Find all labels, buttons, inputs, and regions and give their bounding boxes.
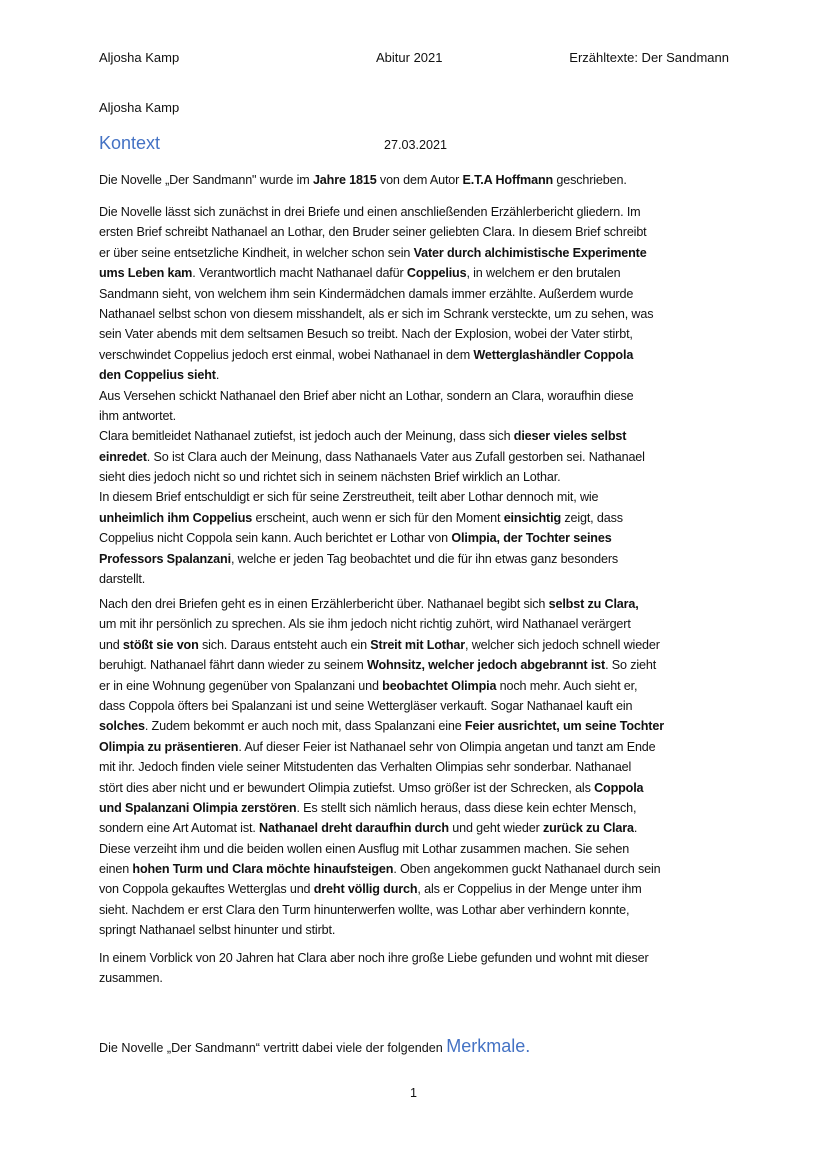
text-segment: zusammen. — [99, 971, 163, 986]
header-topic: Erzähltexte: Der Sandmann — [569, 50, 729, 65]
text-segment: . Es stellt sich nämlich heraus, dass diese kein echter Mensch, — [296, 800, 637, 815]
text-segment: ersten Brief schreibt Nathanael an Lothar, den Bruder seiner geliebten Clara. In diesem Brief schreibt — [99, 225, 647, 240]
bold-text: Coppelius — [406, 266, 467, 281]
section-title: Kontext — [99, 133, 161, 153]
text-segment: sein Vater abends mit dem seltsamen Besuch so treibt. Nach der Explosion, wobei der Vater stirbt, — [99, 327, 633, 342]
text-line — [99, 676, 739, 696]
text-segment: Nach den drei Briefen geht es in einen Erzählerbericht über. Nathanael begibt sich — [99, 597, 549, 611]
text-segment: . — [215, 368, 220, 383]
bold-text: hohen Turm und Clara möchte hinaufsteigen — [132, 862, 394, 877]
text-segment: noch mehr. Auch sieht er, — [496, 678, 638, 693]
text-segment: darstellt. — [99, 572, 146, 587]
text-line — [99, 467, 739, 487]
bold-text: beobachtet Olimpia — [382, 678, 497, 693]
text-segment: dass Coppola öfters bei Spalanzani ist und seine Wettergläser verkauft. Sogar Nathanael kauft ein — [99, 698, 633, 713]
text-segment: sieht dies jedoch nicht so und richtet sich in seinem nächsten Brief wirklich an Lothar. — [99, 470, 561, 485]
text-segment: . So ist Clara auch der Meinung, dass Nathanaels Vater aus Zufall gestorben sei. Nathanael — [146, 449, 645, 464]
text-line — [99, 487, 739, 507]
text-segment: springt Nathanael selbst hinunter und stirbt. — [99, 923, 336, 938]
bold-text: und Spalanzani Olimpia zerstören — [99, 800, 297, 815]
text-line — [99, 549, 739, 569]
bold-text: einsichtig — [503, 510, 561, 525]
text-line — [99, 614, 739, 634]
text-segment: und — [99, 637, 123, 652]
date: 27.03.2021 — [384, 138, 448, 152]
text-line — [99, 386, 739, 406]
text-segment: In einem Vorblick von 20 Jahren hat Clara aber noch ihre große Liebe gefunden und wohnt mit dieser — [99, 951, 649, 965]
text-line — [99, 170, 739, 190]
text-segment: er in eine Wohnung gegenüber von Spalanzani und — [99, 678, 383, 693]
bold-text: Streit mit Lothar — [370, 637, 465, 652]
text-segment: und geht wieder — [448, 821, 543, 836]
author-name: Aljosha Kamp — [99, 100, 180, 115]
text-line — [99, 920, 739, 940]
text-segment: um mit ihr persönlich zu sprechen. Als sie ihm jedoch nicht richtig zuhört, wird Nathanael verärgert — [99, 617, 631, 632]
text-segment: Coppelius nicht Coppola sein kann. Auch berichtet er Lothar von — [99, 531, 452, 546]
text-line — [99, 757, 739, 777]
text-line — [99, 839, 739, 859]
bold-text: Jahre 1815 — [312, 173, 377, 187]
text-line — [99, 528, 739, 548]
bold-text: Vater durch alchimistische Experimente — [413, 245, 647, 260]
page-number: 1 — [410, 1086, 418, 1100]
bold-text: ums Leben kam — [99, 266, 193, 281]
bold-text: unheimlich ihm Coppelius — [99, 510, 253, 525]
text-segment: . Verantwortlich macht Nathanael dafür — [192, 266, 407, 281]
summary-paragraph-outlook — [99, 948, 739, 989]
bold-text: Professors Spalanzani — [99, 551, 231, 566]
text-segment: geschrieben. — [553, 173, 627, 187]
text-segment: Nathanael selbst schon von diesem misshandelt, als er sich im Schrank versteckte, um zu sehen, was — [99, 306, 654, 321]
text-segment: In diesem Brief entschuldigt er sich für seine Zerstreutheit, teilt aber Lothar dennoch mit, wie — [99, 490, 599, 505]
bold-text: Wetterglashändler Coppola — [473, 347, 634, 362]
text-segment: sieht. Nachdem er erst Clara den Turm hinunterwerfen wollte, was Lothar aber verhindern konnte, — [99, 902, 630, 917]
text-line — [99, 284, 739, 304]
text-line — [99, 900, 739, 920]
text-segment: , als er Coppelius in der Menge unter ihm — [417, 882, 642, 897]
bold-text: Nathanael dreht daraufhin durch — [259, 821, 449, 836]
text-line — [99, 406, 739, 426]
text-segment: . Auf dieser Feier ist Nathanael sehr von Olimpia angetan und tanzt am Ende — [238, 739, 656, 754]
text-segment: , welche er jeden Tag beobachtet und die für ihn etwas ganz besonders — [230, 551, 619, 566]
bold-text: solches — [99, 719, 145, 734]
bold-text: stößt sie von — [122, 637, 199, 652]
text-line — [99, 426, 739, 446]
bold-text: den Coppelius sieht — [99, 368, 216, 383]
text-segment: Die Novelle „Der Sandmann" wurde im — [99, 173, 313, 187]
text-segment: erscheint, auch wenn er sich für den Moment — [252, 510, 504, 525]
text-segment: . Zudem bekommt er auch noch mit, dass Spalanzani eine — [144, 719, 465, 734]
text-segment: verschwindet Coppelius jedoch erst einmal, wobei Nathanael in dem — [99, 347, 474, 362]
text-segment: Diese verzeiht ihm und die beiden wollen einen Ausflug mit Lothar zusammen machen. Sie sehen — [99, 841, 630, 856]
text-line — [99, 345, 739, 365]
merkmale-heading: Merkmale. — [446, 1036, 531, 1056]
bold-text: dieser vieles selbst — [513, 429, 627, 444]
text-line — [99, 716, 739, 736]
text-line — [99, 222, 739, 242]
text-segment: , in welchem er den brutalen — [466, 266, 621, 281]
text-line — [99, 859, 739, 879]
text-segment: Sandmann sieht, von welchem ihm sein Kindermädchen damals immer erzählte. Außerdem wurde — [99, 286, 634, 301]
text-line — [99, 365, 739, 385]
text-line — [99, 737, 739, 757]
text-line — [99, 243, 739, 263]
text-line — [99, 879, 739, 899]
text-line — [99, 948, 739, 968]
text-segment: , welcher sich jedoch schnell wieder — [465, 637, 660, 652]
text-line — [99, 263, 739, 283]
bold-text: dreht völlig durch — [313, 882, 418, 897]
text-segment: Clara bemitleidet Nathanael zutiefst, ist jedoch auch der Meinung, dass sich — [99, 429, 514, 444]
text-segment: von Coppola gekauftes Wetterglas und — [99, 882, 314, 897]
bold-text: zurück zu Clara — [542, 821, 634, 836]
text-line — [99, 202, 739, 222]
text-segment: . So zieht — [605, 658, 657, 673]
closing-text: Die Novelle „Der Sandmann“ vertritt dabei viele der folgenden — [99, 1041, 447, 1055]
text-line — [99, 968, 739, 988]
text-segment: stört dies aber nicht und er bewundert Olimpia zutiefst. Umso größer ist der Schrecken, als — [99, 780, 595, 795]
text-segment: einen — [99, 862, 133, 877]
text-segment: sondern eine Art Automat ist. — [99, 821, 260, 836]
summary-paragraph-letters — [99, 202, 739, 589]
text-line — [99, 635, 739, 655]
text-line — [99, 447, 739, 467]
bold-text: Coppola — [594, 780, 644, 795]
text-line — [99, 304, 739, 324]
text-line — [99, 798, 739, 818]
bold-text: selbst zu Clara, — [548, 597, 639, 611]
text-segment: ihm antwortet. — [99, 408, 176, 423]
text-segment: er über seine entsetzliche Kindheit, in welcher schon sein — [99, 245, 414, 260]
intro-paragraph — [99, 170, 739, 190]
text-line — [99, 818, 739, 838]
bold-text: E.T.A Hoffmann — [462, 173, 554, 187]
text-line — [99, 594, 739, 614]
header-exam: Abitur 2021 — [376, 50, 443, 65]
text-line — [99, 508, 739, 528]
text-segment: beruhigt. Nathanael fährt dann wieder zu seinem — [99, 658, 367, 673]
summary-paragraph-narration — [99, 594, 739, 941]
text-line — [99, 778, 739, 798]
text-segment: Aus Versehen schickt Nathanael den Brief aber nicht an Lothar, sondern an Clara, woraufhin diese — [99, 388, 634, 403]
text-segment: . — [633, 821, 638, 836]
text-segment: von dem Autor — [376, 173, 463, 187]
bold-text: Olimpia, der Tochter seines — [451, 531, 612, 546]
closing-sentence — [99, 1036, 530, 1057]
text-line — [99, 696, 739, 716]
text-segment: Die Novelle lässt sich zunächst in drei Briefe und einen anschließenden Erzählerbericht gliedern. Im — [99, 205, 641, 219]
text-line — [99, 324, 739, 344]
text-segment: . Oben angekommen guckt Nathanael durch sein — [393, 862, 661, 877]
header-author: Aljosha Kamp — [99, 50, 180, 65]
bold-text: Wohnsitz, welcher jedoch abgebrannt ist — [366, 658, 606, 673]
bold-text: einredet — [99, 449, 147, 464]
bold-text: Olimpia zu präsentieren — [99, 739, 239, 754]
text-segment: mit ihr. Jedoch finden viele seiner Mitstudenten das Verhalten Olimpias sehr sonderbar. Nathanael — [99, 760, 632, 775]
text-segment: sich. Daraus entsteht auch ein — [198, 637, 371, 652]
text-line — [99, 569, 739, 589]
text-segment: zeigt, dass — [560, 510, 623, 525]
text-line — [99, 655, 739, 675]
bold-text: Feier ausrichtet, um seine Tochter — [464, 719, 664, 734]
